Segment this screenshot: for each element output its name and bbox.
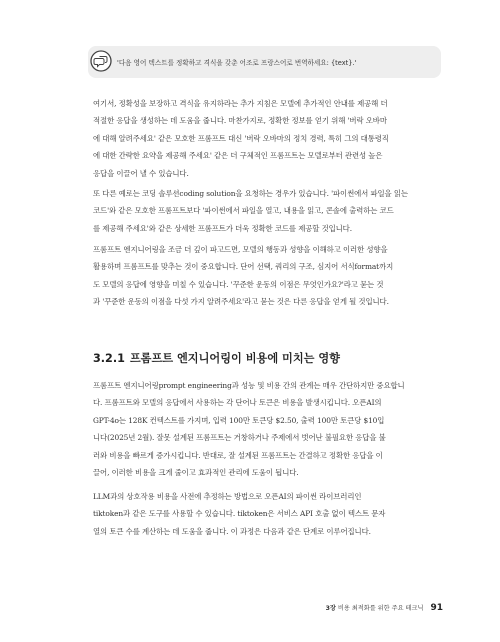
paragraph-line: 적절한 응답을 생성하는 데 도움을 줍니다. 마찬가지로, 정확한 정보를 얻기 위해 '버락 오바마 (93, 116, 387, 126)
paragraph-line: 니다(2025년 2월). 잘못 설계된 프롬프트는 거창하거나 주제에서 벗어난 불필요한 응답을 불 (93, 433, 386, 443)
paragraph-line: 활용하며 프롬프트를 맞추는 것이 중요합니다. 단어 선택, 쿼리의 구조, 심지어 서식format까지 (93, 262, 394, 272)
page-footer (0, 595, 443, 614)
paragraph-line: 도 모델의 응답에 영향을 미칠 수 있습니다. '꾸준한 운동의 이점은 무엇인가요?'라고 묻는 것 (93, 279, 384, 289)
section-heading (93, 351, 438, 367)
paragraph-line: 여기서, 정확성을 보장하고 격식을 유지하라는 추가 지침은 모델에 추가적인 안내를 제공해 더 (93, 99, 388, 108)
paragraph-line: 응답을 이끌어 낼 수 있습니다. (93, 168, 189, 178)
paragraph-line: 다. 프롬프트와 모델의 응답에서 사용하는 각 단어나 토큰은 비용을 발생시킵니다. 오픈AI의 (93, 398, 382, 408)
paragraph-1 (93, 95, 438, 182)
paragraph-2 (93, 185, 438, 237)
section-title: 프롬프트 엔지니어링이 비용에 미치는 영향 (129, 352, 340, 365)
paragraph-line: 끌어, 이러한 비용을 크게 줄이고 효과적인 관리에 도움이 됩니다. (93, 467, 299, 477)
paragraph-line: 프롬프트 엔지니어링prompt engineering과 성능 및 비용 간의 관계는 매우 간단하지만 중요합니 (93, 381, 405, 390)
paragraph-line: GPT-4o는 128K 컨텍스트를 가지며, 입력 100만 토큰당 $2.50, 출력 100만 토큰당 $10입 (93, 415, 385, 425)
paragraph-line: 과 '꾸준한 운동의 이점을 다섯 가지 알려주세요'라고 묻는 것은 다른 응답을 얻게 될 것입니다. (93, 297, 389, 307)
paragraph-line: tiktoken과 같은 도구를 사용할 수 있습니다. tiktoken은 서비스 API 호출 없이 텍스트 문자 (93, 509, 386, 519)
paragraph-line: 프롬프트 엔지니어링을 조금 더 깊이 파고드면, 모델의 행동과 성향을 이해하고 이러한 성향을 (93, 245, 388, 254)
prompt-example-text: '다음 영어 텍스트를 정확하고 격식을 갖춘 어조로 프랑스어로 번역하세요: {text}.' (117, 59, 357, 67)
prompt-chat-icon (90, 50, 112, 72)
paragraph-line: LLM과의 상호작용 비용을 사전에 추정하는 방법으로 오픈AI의 파이썬 라이브러리인 (93, 492, 362, 501)
paragraph-line: 또 다른 예로는 코딩 솔루션coding solution을 요청하는 경우가 있습니다. '파이썬에서 파일을 읽는 (93, 189, 408, 198)
chapter-label: 3장 (325, 605, 336, 612)
paragraph-line: 에 대한 간략한 요약을 제공해 주세요' 같은 더 구체적인 프롬프트는 모델로부터 관련성 높은 (93, 151, 383, 161)
section-number: 3.2.1 (93, 352, 125, 365)
paragraph-5 (93, 488, 438, 540)
paragraph-line: 열의 토큰 수를 계산하는 데 도움을 줍니다. 이 과정은 다음과 같은 단계로 이루어집니다. (93, 526, 371, 536)
page-number: 91 (430, 603, 443, 613)
running-footer (326, 605, 424, 612)
paragraph-line: 에 대해 알려주세요' 같은 모호한 프롬프트 대신 '버락 오바마의 정치 경력, 특히 그의 대통령직 (93, 133, 389, 143)
paragraph-4 (93, 377, 438, 481)
paragraph-3 (93, 241, 438, 311)
chapter-title: 비용 최적화를 위한 주요 테크닉 (337, 605, 424, 612)
paragraph-line: 코드'와 같은 모호한 프롬프트보다 '파이썬에서 파일을 열고, 내용을 읽고, 콘솔에 출력하는 코드 (93, 206, 394, 216)
paragraph-line: 를 제공해 주세요'와 같은 상세한 프롬프트가 더욱 정확한 코드를 제공할 것입니다. (93, 223, 352, 233)
paragraph-line: 러와 비용을 빠르게 증가시킵니다. 반대로, 잘 설계된 프롬프트는 간결하고 정확한 응답을 이 (93, 450, 383, 460)
